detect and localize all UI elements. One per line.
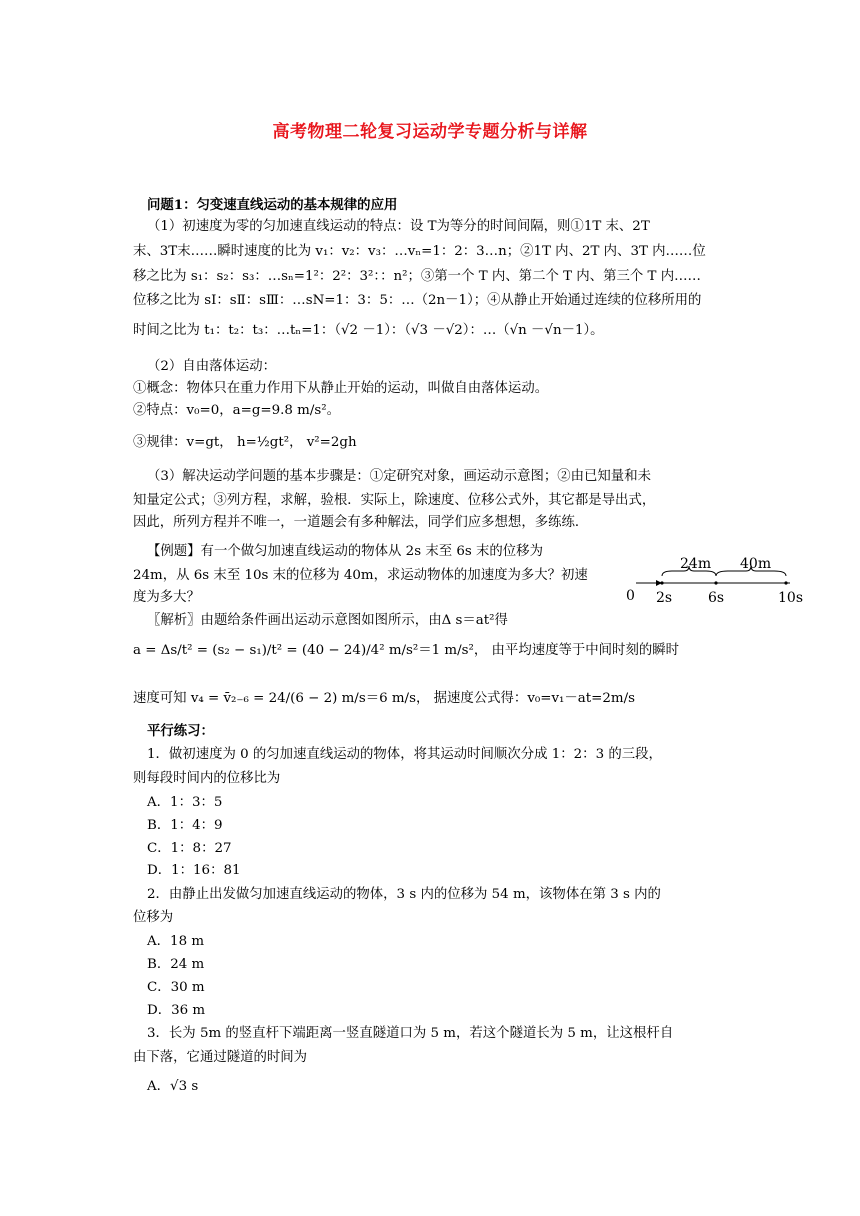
point-label-6s: 6s	[708, 590, 725, 606]
example-line3: 度为多大？	[133, 590, 200, 605]
q1-p1-line4: 位移之比为 sⅠ：sⅡ：sⅢ：…sN=1：3：5：…（2n－1）；④从静止开始通过连续的位移所用的	[133, 293, 702, 308]
point-10s	[784, 581, 787, 584]
point-label-0: 0	[626, 588, 635, 604]
practice-q2-stem2: 位移为	[133, 910, 174, 925]
practice-q1-option-d: D．1：16：81	[147, 863, 241, 878]
example-solution-line3: 速度可知 v₄ = v̄₂₋₆ = 24/(6 − 2) m/s＝6 m/s， 据速度公式得：v₀=v₁－at=2m/s	[133, 691, 635, 706]
q1-p1-line2: 末、3T末……瞬时速度的比为 v₁：v₂：v₃：…vₙ=1：2：3…n；②1T 内、2T 内、3T 内……位	[133, 244, 706, 259]
practice-q2-option-b: B．24 m	[147, 957, 205, 972]
q1-p3-line1: （3）解决运动学问题的基本步骤是：①定研究对象，画运动示意图；②由已知量和未	[147, 469, 651, 484]
practice-q3-stem2: 由下落，它通过隧道的时间为	[133, 1050, 308, 1065]
page-title: 高考物理二轮复习运动学专题分析与详解	[272, 122, 588, 142]
example-solution-line1: 〖解析〗由题给条件画出运动示意图如图所示，由Δ s＝at²得	[147, 613, 508, 628]
practice-q1-option-b: B．1：4：9	[147, 818, 223, 833]
q1-p2-line4: ③规律：v=gt， h=½gt²， v²=2gh	[133, 435, 357, 450]
practice-heading: 平行练习：	[147, 723, 214, 739]
q1-p1-line1: （1）初速度为零的匀加速直线运动的特点：设 T为等分的时间间隔，则①1T 末、2T	[147, 219, 650, 234]
point-label-10s: 10s	[778, 590, 803, 606]
practice-q1-stem2: 则每段时间内的位移比为	[133, 771, 281, 786]
example-line2: 24m，从 6s 末至 10s 末的位移为 40m，求运动物体的加速度为多大？初速	[133, 568, 588, 583]
practice-q2-option-c: C．30 m	[147, 980, 205, 995]
q1-p1-line5: 时间之比为 t₁：t₂：t₃：…tₙ=1：（√2 －1）：（√3 －√2）：…（√n －√n－1）。	[133, 323, 604, 338]
q1-heading: 问题1：匀变速直线运动的基本规律的应用	[147, 197, 398, 213]
point-6s	[714, 581, 717, 584]
q1-p3-line2: 知量定公式；③列方程，求解，验根．实际上，除速度、位移公式外，其它都是导出式，	[133, 493, 656, 508]
motion-diagram	[620, 552, 803, 608]
practice-q2-stem1: 2．由静止出发做匀加速直线运动的物体，3 s 内的位移为 54 m，该物体在第 3 s 内的	[147, 887, 661, 902]
point-2s	[660, 581, 663, 584]
q1-p1-line3: 移之比为 s₁：s₂：s₃：…sₙ=1²：2²：3²：：n²；③第一个 T 内、第二个 T 内、第三个 T 内……	[133, 269, 701, 284]
practice-q2-option-a: A．18 m	[147, 934, 205, 949]
practice-q3-option-a: A．√3 s	[147, 1079, 199, 1094]
q1-p2-line2: ①概念：物体只在重力作用下从静止开始的运动，叫做自由落体运动。	[133, 381, 549, 396]
q1-p3-line3: 因此，所列方程并不唯一，一道题会有多种解法，同学们应多想想，多练练．	[133, 515, 589, 530]
practice-q3-stem1: 3．长为 5m 的竖直杆下端距离一竖直隧道口为 5 m，若这个隧道长为 5 m，让这根杆自	[147, 1026, 674, 1041]
practice-q1-option-a: A．1：3：5	[147, 795, 223, 810]
practice-q2-option-d: D．36 m	[147, 1003, 206, 1018]
segment-label-24m: 24m	[680, 556, 712, 572]
point-label-2s: 2s	[656, 590, 673, 606]
example-line1: 【例题】有一个做匀加速直线运动的物体从 2s 末至 6s 末的位移为	[147, 544, 543, 559]
q1-p2-line3: ②特点：v₀=0，a=g=9.8 m/s²。	[133, 403, 341, 418]
example-solution-line2: a = Δs/t² = (s₂ − s₁)/t² = (40 − 24)/4² m/s²＝1 m/s²， 由平均速度等于中间时刻的瞬时	[133, 643, 680, 658]
segment-label-40m: 40m	[740, 556, 772, 572]
q1-p2-line1: （2）自由落体运动：	[147, 359, 277, 374]
practice-q1-option-c: C．1：8：27	[147, 841, 232, 856]
practice-q1-stem1: 1．做初速度为 0 的匀加速直线运动的物体，将其运动时间顺次分成 1：2：3 的三段，	[147, 747, 662, 762]
